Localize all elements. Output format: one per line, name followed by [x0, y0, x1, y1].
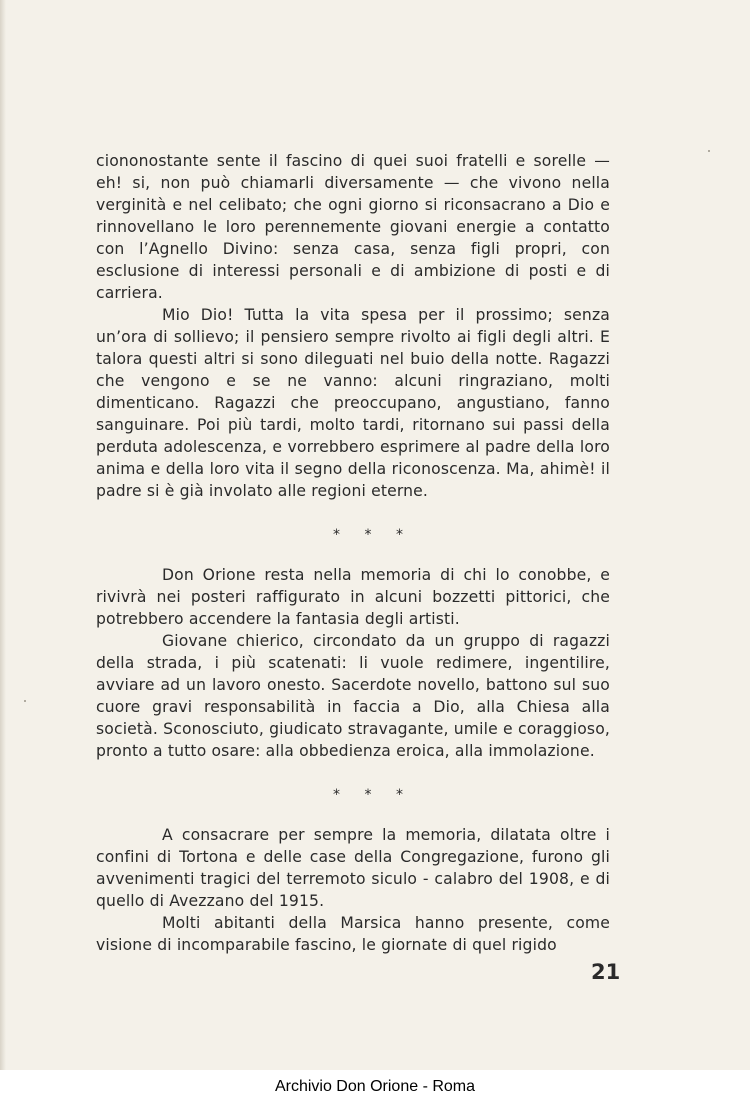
- page-number: 21: [591, 960, 621, 984]
- paragraph: A consacrare per sempre la memoria, dilatata oltre i confini di Tortona e delle case della Congregazione, furono gli avvenimenti tragici del terremoto siculo - calabro del 1908, e di quello di Avezzano del 1915.: [96, 826, 610, 910]
- paragraph: Molti abitanti della Marsica hanno presente, come visione di incomparabile fascino, le giornate di quel rigido: [96, 914, 610, 954]
- paragraph: Don Orione resta nella memoria di chi lo conobbe, e rivivrà nei posteri raffigurato in alcuni bozzetti pittorici, che potrebbero accendere la fantasia degli artisti.: [96, 566, 610, 628]
- body-text: [96, 150, 610, 956]
- paper-speck: [708, 150, 710, 152]
- paragraph: ciononostante sente il fascino di quei suoi fratelli e sorelle — eh! si, non può chiamarli diversamente — che vivono nella verginità e nel celibato; che ogni giorno si riconsacrano a Dio e rinnovellano le loro perennemente giovani energie a contatto con l’Agnello Divino: senza casa, senza figli propri, con esclusione di interessi personali e di ambizione di posti e di carriera.: [96, 152, 610, 302]
- paper-speck: [24, 700, 26, 702]
- paragraph: Mio Dio! Tutta la vita spesa per il prossimo; senza un’ora di sollievo; il pensiero sempre rivolto ai figli degli altri. E talora questi altri si sono dileguati nel buio della notte. Ragazzi che vengono e se ne vanno: alcuni ringraziano, molti dimenticano. Ragazzi che preoccupano, angustiano, fanno sanguinare. Poi più tardi, molto tardi, ritornano sui passi della perduta adolescenza, e vorrebbero esprimere al padre della loro anima e della loro vita il segno della riconoscenza. Ma, ahimè! il padre si è già involato alle regioni eterne.: [96, 306, 610, 500]
- paragraph: Giovane chierico, circondato da un gruppo di ragazzi della strada, i più scatenati: li vuole redimere, ingentilire, avviare ad un lavoro onesto. Sacerdote novello, battono sul suo cuore gravi responsabilità in faccia a Dio, alla Chiesa alla società. Sconosciuto, giudicato stravagante, umile e coraggioso, pronto a tutto osare: alla obbedienza eroica, alla immolazione.: [96, 632, 610, 760]
- section-separator: * * *: [333, 527, 413, 543]
- section-separator: * * *: [333, 787, 413, 803]
- page-binding-edge: [0, 0, 6, 1070]
- archive-footer: Archivio Don Orione - Roma: [0, 1072, 750, 1101]
